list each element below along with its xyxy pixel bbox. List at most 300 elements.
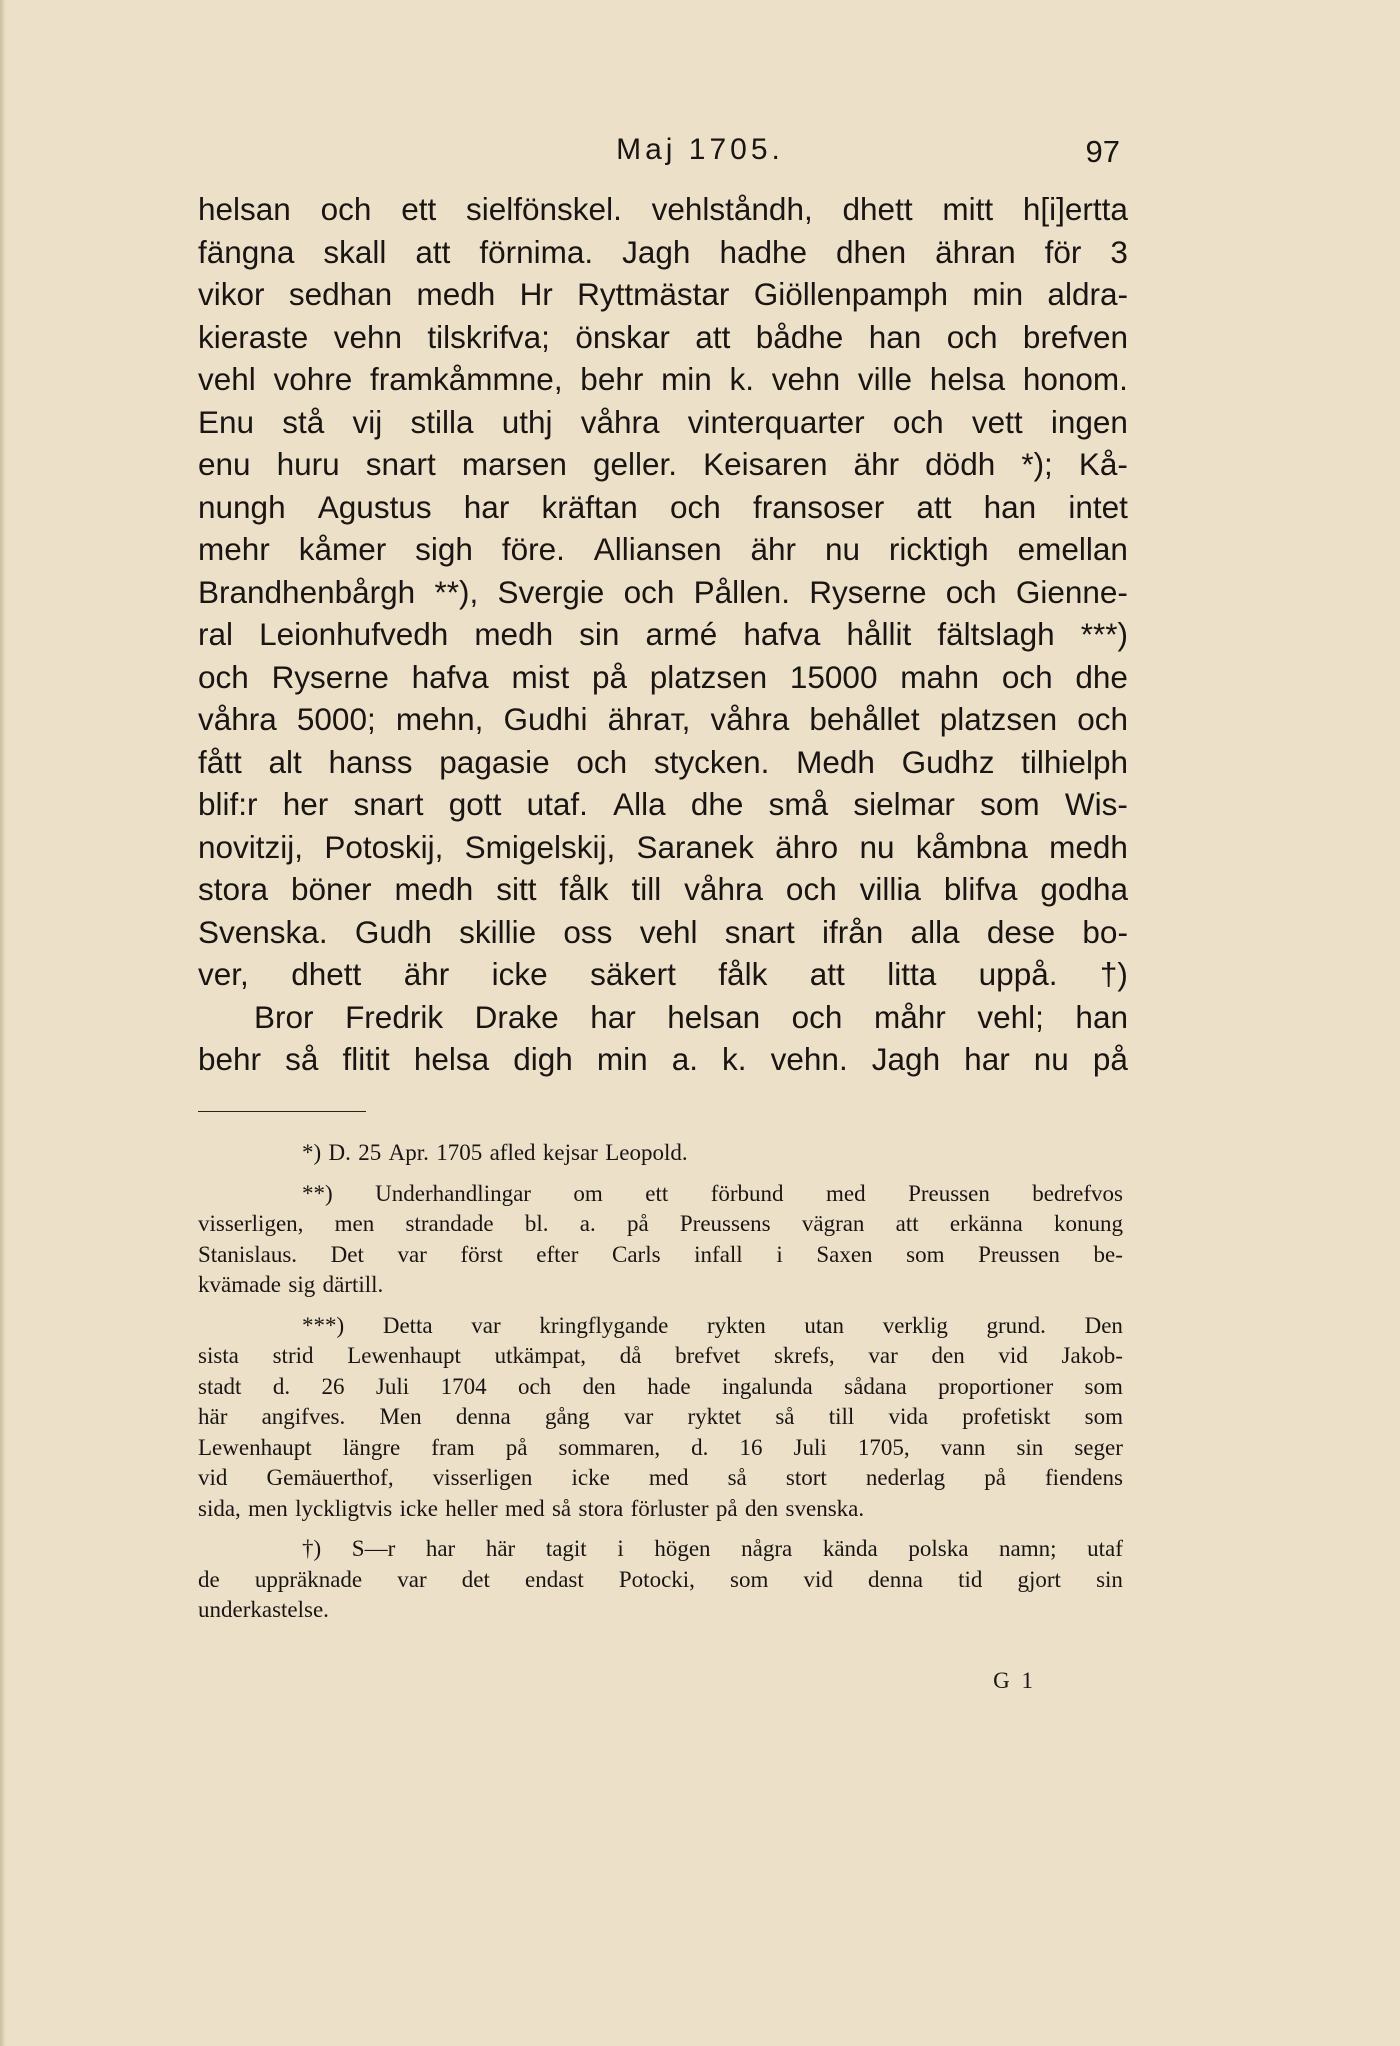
word: blif:r: [198, 786, 258, 822]
word: våhra: [684, 871, 763, 907]
word: vägran: [801, 1211, 865, 1236]
word: sommaren,: [558, 1434, 661, 1460]
word: att: [415, 233, 451, 270]
word: ver,: [198, 956, 249, 992]
word: som: [1084, 1373, 1123, 1399]
word: svenska.: [785, 1495, 865, 1521]
text-line: [198, 443, 1128, 486]
word: godha: [1040, 871, 1128, 907]
word: a.: [671, 1041, 698, 1077]
word: här: [485, 1536, 516, 1561]
word: om: [573, 1180, 603, 1206]
word: geller.: [593, 446, 678, 482]
word: Bror: [254, 998, 314, 1035]
word: denna: [455, 1404, 511, 1429]
word: och: [946, 318, 998, 355]
word: våhra: [710, 701, 790, 737]
word: Carls: [611, 1241, 661, 1267]
word: först: [460, 1241, 503, 1267]
word: att: [895, 1211, 919, 1236]
text-line: [198, 783, 1128, 826]
word: det: [461, 1566, 490, 1592]
word: 25: [358, 1140, 382, 1165]
footnote-line: [198, 1433, 1123, 1464]
word: var: [397, 1566, 427, 1592]
footnote-line: [198, 1402, 1123, 1433]
word: Jagh: [622, 233, 691, 270]
word: digh: [513, 1041, 573, 1077]
word: stora: [578, 1495, 624, 1521]
word: sielmar: [853, 786, 955, 822]
word: nederlag: [865, 1465, 946, 1490]
word: vid: [198, 1465, 228, 1490]
footnote-line: [198, 1270, 1123, 1301]
footnote-line: [198, 1565, 1123, 1596]
word: sitt: [496, 871, 537, 907]
word: bådhe: [755, 318, 844, 355]
word: Underhandlingar: [375, 1180, 531, 1206]
word: hafva: [411, 658, 489, 695]
word: med: [826, 1180, 866, 1206]
word: vid: [803, 1566, 833, 1592]
word: och: [791, 998, 843, 1035]
word: så: [285, 1041, 319, 1077]
word: icke: [491, 956, 548, 992]
word: ähr: [750, 531, 797, 567]
word: vida: [888, 1404, 929, 1429]
word: och: [892, 403, 944, 440]
word: har: [425, 1536, 456, 1561]
word: verklig: [882, 1312, 948, 1338]
word: så: [727, 1465, 747, 1490]
text-line: [198, 953, 1128, 996]
word: fiendens: [1045, 1465, 1123, 1490]
word: och: [576, 743, 628, 780]
word: högen: [654, 1536, 711, 1561]
word: längre: [342, 1434, 401, 1460]
word: och: [669, 488, 721, 525]
word: behr: [198, 1041, 262, 1077]
page-number: 97: [1085, 134, 1120, 169]
word: vikor: [198, 276, 265, 312]
word: böner: [290, 871, 372, 907]
word: Saxen: [816, 1241, 873, 1267]
word: Preussen: [908, 1180, 990, 1206]
word: Potocki,: [618, 1566, 695, 1592]
word: och: [198, 658, 249, 695]
word: Det: [330, 1241, 364, 1267]
word: Lewenhaupt: [347, 1343, 461, 1368]
word: sin: [1016, 1434, 1044, 1460]
word: före.: [501, 531, 565, 567]
word: Ryserne: [809, 573, 927, 610]
footnote-line: [198, 1595, 1123, 1626]
word: flitit: [342, 1041, 390, 1077]
text-line: [198, 571, 1128, 614]
word: afled: [489, 1140, 536, 1165]
word: var: [471, 1312, 501, 1338]
word: men: [248, 1495, 288, 1521]
word: brefvet: [675, 1343, 741, 1368]
word: tilhielph: [1021, 743, 1128, 780]
text-line: [198, 911, 1128, 954]
word: min: [661, 361, 712, 397]
word: Lewenhaupt: [198, 1434, 312, 1460]
word: kåmbna: [915, 828, 1028, 865]
word: har: [590, 998, 636, 1035]
footnote-line: [198, 1209, 1123, 1240]
word: 5000;: [296, 701, 376, 737]
word: hållit: [846, 616, 912, 652]
word: sista: [198, 1343, 239, 1368]
word: a.: [579, 1211, 596, 1236]
word: var: [623, 1404, 654, 1429]
word: till: [631, 871, 662, 907]
word: ryktet: [687, 1404, 742, 1429]
word: Ryttmästar: [577, 276, 730, 312]
signature-mark: G 1: [993, 1668, 1036, 1693]
word: Gudhz: [901, 743, 995, 780]
running-title: Maj 1705.: [616, 133, 784, 166]
word: infall: [694, 1241, 743, 1267]
word: 15000: [789, 658, 878, 695]
word: på: [984, 1465, 1006, 1490]
word: dödh: [925, 446, 996, 482]
word: Brandhenbårgh: [198, 573, 416, 610]
word: helsa: [929, 361, 1006, 397]
word: helsan: [667, 998, 761, 1035]
word: D.: [328, 1140, 351, 1165]
word: Ryserne: [271, 658, 389, 695]
word: pagasie: [439, 743, 550, 780]
word: dhe: [1075, 658, 1128, 695]
word: Juli: [793, 1434, 827, 1460]
word: huru: [276, 446, 340, 482]
text-line: [198, 698, 1128, 741]
word: och: [1001, 658, 1053, 695]
word: be-: [1093, 1241, 1123, 1267]
word: som: [906, 1241, 945, 1267]
word: ***): [1080, 616, 1128, 652]
paragraph-1: [198, 188, 1128, 996]
word: 1704: [440, 1373, 487, 1399]
word: stycken.: [653, 743, 770, 780]
word: Smigelskij,: [464, 828, 616, 865]
word: 26: [321, 1373, 345, 1399]
word: snart: [365, 446, 436, 482]
word: då: [619, 1343, 642, 1368]
word: vehl;: [977, 998, 1044, 1035]
word: Svenska.: [198, 913, 328, 950]
word: strandade: [405, 1211, 494, 1236]
word: S—r: [351, 1536, 396, 1561]
word: Pållen.: [693, 573, 790, 610]
word: så: [551, 1495, 572, 1521]
word: k.: [729, 361, 755, 397]
word: fältslagh: [937, 616, 1055, 652]
footnotes: [198, 1138, 1123, 1626]
word: icke: [571, 1465, 610, 1490]
word: och: [785, 871, 837, 907]
footnote-line: [198, 1341, 1123, 1372]
word: alla: [910, 913, 960, 950]
word: marsen: [461, 446, 567, 482]
word: konung: [1053, 1211, 1123, 1236]
word: behållet: [809, 701, 920, 737]
word: skillie: [459, 913, 537, 950]
word: sin: [1096, 1566, 1123, 1592]
word: Medh: [796, 743, 875, 780]
word: ähro: [775, 828, 839, 865]
word: på: [591, 658, 628, 695]
word: profetiskt: [962, 1404, 1051, 1429]
word: ral: [198, 616, 234, 652]
word: 3: [1110, 233, 1128, 270]
text-line: [198, 528, 1128, 571]
word: sin: [579, 616, 620, 652]
footnote-marker: **): [302, 1180, 333, 1206]
word: till: [828, 1404, 855, 1429]
word: lyckligtvis: [295, 1495, 393, 1521]
word: armé: [645, 616, 718, 652]
word: att: [809, 956, 845, 992]
word: stadt: [198, 1373, 242, 1399]
word: platzsen: [649, 658, 768, 695]
word: fått: [198, 743, 242, 780]
footnote-line: [198, 1534, 1123, 1565]
word: och: [623, 573, 675, 610]
word: gjort: [1017, 1566, 1061, 1592]
word: utkämpat,: [494, 1343, 586, 1368]
word: hade: [647, 1373, 691, 1399]
word: Potoskij,: [324, 828, 444, 865]
word: min: [596, 1041, 648, 1077]
word: därtill.: [322, 1272, 384, 1297]
text-line: [198, 613, 1128, 656]
word: 1705,: [857, 1434, 910, 1460]
word: hafva: [743, 616, 821, 652]
footnote-gap: [198, 1524, 1123, 1534]
word: kräftan: [541, 488, 638, 525]
word: att: [916, 488, 952, 525]
text-line: [198, 316, 1128, 359]
word: kejsar: [542, 1140, 598, 1165]
word: måhr: [874, 998, 946, 1035]
word: heller: [445, 1495, 498, 1521]
word: †): [1099, 956, 1128, 992]
word: uppå.: [978, 956, 1058, 992]
page-edge: [0, 0, 6, 2046]
word: bl.: [524, 1211, 549, 1236]
word: utan: [804, 1312, 845, 1338]
word: Gemäuerthof,: [266, 1465, 394, 1490]
word: för: [1044, 233, 1082, 270]
word: kieraste: [198, 318, 309, 355]
word: Apr.: [388, 1140, 429, 1165]
footnote-line: [198, 1240, 1123, 1271]
footnote-line: [198, 1311, 1123, 1342]
word: stort: [785, 1465, 827, 1490]
word: visserligen,: [198, 1211, 304, 1236]
word: säkert: [590, 956, 676, 992]
word: vehlståndh,: [651, 191, 813, 227]
word: hanss: [328, 743, 413, 780]
word: Gudh: [354, 913, 432, 950]
word: som: [980, 786, 1040, 822]
text-line: [198, 401, 1128, 444]
text-line: [198, 273, 1128, 316]
word: fram: [431, 1434, 475, 1460]
text-line: [198, 656, 1128, 699]
word: i: [776, 1241, 783, 1267]
word: ähraт,: [607, 701, 691, 737]
text-line: [198, 1038, 1128, 1081]
word: skall: [323, 233, 387, 270]
footnote-marker: †): [302, 1536, 322, 1561]
word: Den: [1084, 1312, 1123, 1338]
word: blifva: [943, 871, 1018, 907]
word: nu: [859, 828, 895, 865]
word: visserligen: [432, 1465, 533, 1490]
word: efter: [536, 1241, 579, 1267]
word: grund.: [986, 1312, 1046, 1338]
text-line: [198, 486, 1128, 529]
word: utaf.: [526, 786, 588, 822]
word: vehn: [771, 361, 841, 397]
word: mehr: [198, 531, 270, 567]
word: dese: [986, 913, 1056, 950]
word: Agustus: [317, 488, 432, 525]
word: d.: [272, 1373, 291, 1399]
word: vehn: [333, 318, 403, 355]
word: Enu: [198, 403, 255, 440]
word: Hr: [519, 276, 553, 312]
word: 16: [739, 1434, 763, 1460]
word: den: [931, 1343, 965, 1368]
word: och: [517, 1373, 552, 1399]
word: små: [768, 786, 829, 822]
word: dhen: [836, 233, 907, 270]
word: tilskrifva;: [427, 318, 550, 355]
word: medh: [1049, 828, 1128, 865]
footnote-marker: *): [302, 1140, 322, 1165]
word: fransoser: [752, 488, 885, 525]
word: Wis-: [1064, 786, 1128, 822]
word: önskar: [575, 318, 670, 355]
word: på: [626, 1211, 649, 1236]
footnote-gap: [198, 1301, 1123, 1311]
text-line: [198, 231, 1128, 274]
word: ingen: [1050, 403, 1128, 440]
text-line: [198, 188, 1128, 231]
word: sigh: [415, 531, 473, 567]
word: med: [648, 1465, 689, 1490]
word: Gudhi: [503, 701, 588, 737]
word: ähr: [403, 956, 450, 992]
word: *);: [1021, 446, 1053, 482]
word: Kå-: [1078, 446, 1128, 482]
word: medh: [416, 276, 496, 312]
word: brefven: [1022, 318, 1128, 355]
word: Jakob-: [1061, 1343, 1123, 1368]
word: alt: [268, 743, 302, 780]
word: han: [868, 318, 922, 355]
word: emellan: [1017, 531, 1128, 567]
word: snart: [353, 786, 424, 822]
word: ähr: [853, 446, 900, 482]
word: sida,: [198, 1495, 241, 1521]
footnote: [198, 1311, 1123, 1525]
word: framkåmmne,: [370, 361, 563, 397]
word: kvämade: [198, 1272, 282, 1297]
word: strid: [272, 1343, 314, 1368]
word: seger: [1074, 1434, 1123, 1460]
word: bedrefvos: [1032, 1180, 1123, 1206]
word: vinterquarter: [687, 403, 865, 440]
word: her: [282, 786, 329, 822]
word: nu: [824, 531, 860, 567]
word: var: [397, 1241, 427, 1267]
word: Gienne-: [1015, 573, 1128, 610]
word: fålk: [718, 956, 768, 992]
word: gång: [544, 1404, 590, 1429]
word: helsa: [413, 1041, 490, 1077]
word: och: [320, 191, 372, 227]
word: uppräknade: [254, 1566, 363, 1592]
word: våhra: [198, 701, 277, 737]
word: medh: [394, 871, 474, 907]
word: ett: [401, 191, 437, 227]
word: dhett: [842, 191, 913, 227]
word: enu: [198, 446, 251, 482]
word: sig: [288, 1272, 316, 1297]
word: intet: [1068, 488, 1128, 525]
word: skrefs,: [773, 1343, 835, 1368]
word: Saranek: [636, 828, 754, 865]
word: vid: [998, 1343, 1028, 1368]
word: stora: [198, 871, 269, 907]
word: mahn: [900, 658, 980, 695]
word: **),: [434, 573, 479, 610]
word: mehn,: [395, 701, 484, 737]
word: fålk: [559, 871, 609, 907]
text-line: [198, 868, 1128, 911]
word: helsan: [198, 191, 291, 227]
word: Men: [379, 1404, 422, 1429]
word: att: [695, 318, 731, 355]
word: Alla: [613, 786, 666, 822]
word: sedhan: [288, 276, 393, 312]
word: medh: [474, 616, 554, 652]
word: kringflygande: [539, 1312, 669, 1338]
word: min: [972, 276, 1024, 312]
footnote-gap: [198, 1169, 1123, 1179]
word: men: [334, 1211, 375, 1236]
word: nungh: [198, 488, 286, 525]
word: honom.: [1022, 361, 1128, 397]
footnote: [198, 1138, 1123, 1169]
word: tagit: [545, 1536, 587, 1561]
word: Jagh: [871, 1041, 941, 1077]
word: d.: [691, 1434, 709, 1460]
word: Detta: [382, 1312, 433, 1338]
word: hadhe: [719, 233, 808, 270]
word: uthj: [501, 403, 553, 440]
word: vohre: [273, 361, 353, 397]
text-line: [198, 741, 1128, 784]
word: vann: [940, 1434, 986, 1460]
word: vett: [971, 403, 1023, 440]
